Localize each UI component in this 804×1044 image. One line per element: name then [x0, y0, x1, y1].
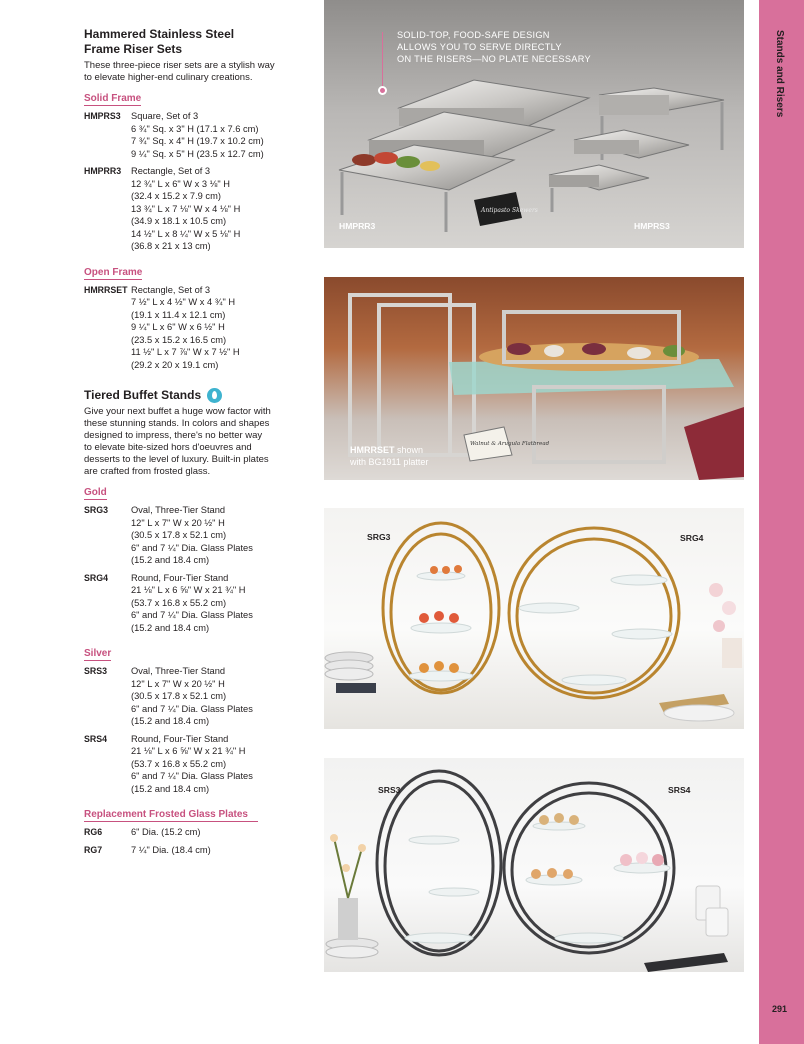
- caption-text: with BG1911 platter: [350, 457, 429, 467]
- description-line: Oval, Three-Tier Stand: [131, 505, 226, 515]
- photo-label-hmprs3: HMPRS3: [634, 221, 670, 231]
- description-line: (15.2 and 18.4 cm): [131, 622, 210, 633]
- text-line: designed to impress, there's no better way: [84, 430, 263, 441]
- text-line: Give your next buffet a huge wow factor with: [84, 406, 271, 417]
- description-line: (53.7 x 16.8 x 55.2 cm): [131, 597, 227, 608]
- text-line: these stunning stands. In colors and shapes: [84, 418, 270, 429]
- description-line: 6" and 7 ¼" Dia. Glass Plates: [131, 771, 253, 781]
- subheading-silver: Silver: [84, 648, 112, 659]
- title-line: Hammered Stainless Steel: [84, 27, 235, 41]
- description-line: (34.9 x 18.1 x 10.5 cm): [131, 216, 227, 226]
- subheading-gold: Gold: [84, 487, 107, 498]
- intro-line: These three-piece riser sets are a stylish way: [84, 60, 275, 71]
- product-item: [84, 826, 296, 839]
- product-code: HMPRS3: [84, 111, 121, 121]
- product-code: RG7: [84, 844, 103, 855]
- section-title-riser-sets: [84, 27, 296, 57]
- product-code: RG6: [84, 827, 103, 837]
- product-description: [131, 733, 296, 796]
- description-line: 9 ¼" L x 6" W x 6 ½" H: [131, 322, 225, 332]
- subheading-solid-frame: Solid Frame: [84, 93, 142, 104]
- description-line: 12" L x 7" W x 20 ½" H: [131, 517, 225, 528]
- photo-label-srg3: SRG3: [367, 532, 391, 542]
- product-description: [131, 165, 296, 253]
- description-line: 9 ¼" Sq. x 5" H (23.5 x 12.7 cm): [131, 148, 264, 159]
- text-line: SOLID-TOP, FOOD-SAFE DESIGN: [397, 30, 550, 40]
- product-item: [84, 284, 296, 372]
- description-line: 6" and 7 ¼" Dia. Glass Plates: [131, 542, 253, 553]
- product-code: SRG3: [84, 505, 108, 515]
- text-line: to elevate bite-sized hors d'oeuvres and: [84, 442, 252, 453]
- intro-line: to elevate higher-end culinary creations.: [84, 72, 253, 83]
- callout-dot: [378, 86, 387, 95]
- description-line: 21 ⅛" L x 6 ⅝" W x 21 ¾" H: [131, 746, 246, 756]
- description-line: Rectangle, Set of 3: [131, 166, 211, 176]
- description-line: Rectangle, Set of 3: [131, 284, 211, 295]
- description-line: Round, Four-Tier Stand: [131, 572, 229, 583]
- product-item: [84, 572, 296, 635]
- product-item: [84, 504, 296, 567]
- description-line: (19.1 x 11.4 x 12.1 cm): [131, 309, 226, 320]
- photo-label-srg4: SRG4: [680, 533, 704, 543]
- description-line: (15.2 and 18.4 cm): [131, 716, 210, 726]
- sign-text: Antipasto Skewers: [481, 207, 538, 214]
- page-number: 291: [772, 1004, 788, 1014]
- caption-code: HMRRSET: [350, 445, 395, 455]
- description-line: 6" Dia. (15.2 cm): [131, 827, 201, 837]
- photo-gold-stands: [324, 508, 744, 729]
- text-line: desserts to the level of luxury. Built-in plates: [84, 454, 269, 465]
- subheading-replacement-plates: Replacement Frosted Glass Plates: [84, 809, 258, 822]
- photo-label-srs3: SRS3: [378, 785, 401, 795]
- product-text-column: [84, 27, 296, 861]
- description-line: 7 ¼" Dia. (18.4 cm): [131, 844, 211, 855]
- description-line: 11 ½" L x 7 ⅞" W x 7 ½" H: [131, 347, 240, 357]
- riser-intro: [84, 60, 296, 84]
- description-line: Oval, Three-Tier Stand: [131, 666, 226, 676]
- product-list: [84, 504, 296, 634]
- text-line: are crafted from frosted glass.: [84, 466, 211, 477]
- description-line: (53.7 x 16.8 x 55.2 cm): [131, 758, 227, 769]
- product-item: [84, 165, 296, 253]
- product-list: [84, 665, 296, 795]
- product-description: [131, 826, 296, 839]
- product-list: [84, 284, 296, 372]
- description-line: 6" and 7 ¼" Dia. Glass Plates: [131, 703, 253, 714]
- photo-caption-hmrrset: [350, 444, 428, 468]
- description-line: (15.2 and 18.4 cm): [131, 783, 210, 794]
- description-line: Square, Set of 3: [131, 111, 199, 121]
- product-code: HMRRSET: [84, 284, 128, 295]
- product-item: [84, 844, 296, 857]
- canapes: [419, 565, 462, 673]
- section-tab-bar: [759, 0, 804, 1044]
- product-code: SRS3: [84, 666, 107, 676]
- description-line: 14 ½" L x 8 ¼" W x 5 ⅛" H: [131, 228, 241, 239]
- description-line: 7 ¾" Sq. x 4" H (19.7 x 10.2 cm): [131, 136, 264, 146]
- product-description: [131, 665, 296, 728]
- text-line: ON THE RISERS—NO PLATE NECESSARY: [397, 54, 591, 64]
- product-description: [131, 572, 296, 635]
- description-line: 12 ¾" L x 6" W x 3 ⅛" H: [131, 178, 230, 189]
- product-code: SRS4: [84, 733, 107, 744]
- subheading-open-frame: Open Frame: [84, 266, 143, 278]
- description-line: (30.5 x 17.8 x 52.1 cm): [131, 530, 227, 540]
- product-item: [84, 733, 296, 796]
- product-list: [84, 110, 296, 253]
- section-title: Tiered Buffet Stands: [84, 388, 202, 402]
- description-line: (32.4 x 15.2 x 7.9 cm): [131, 191, 221, 201]
- flatbread: [479, 343, 699, 371]
- product-description: [131, 844, 296, 857]
- description-line: (15.2 and 18.4 cm): [131, 555, 210, 565]
- description-line: 12" L x 7" W x 20 ½" H: [131, 678, 225, 689]
- product-item: [84, 665, 296, 728]
- photo-silver-stands: [324, 758, 744, 972]
- caption-text: shown: [394, 445, 424, 455]
- callout-line: [382, 32, 383, 89]
- description-line: (23.5 x 15.2 x 16.5 cm): [131, 334, 227, 345]
- title-line: Frame Riser Sets: [84, 42, 183, 56]
- description-line: 21 ⅛" L x 6 ⅝" W x 21 ¾" H: [131, 585, 246, 595]
- description-line: 6" and 7 ¼" Dia. Glass Plates: [131, 610, 253, 620]
- product-item: [84, 110, 296, 160]
- product-code: HMPRR3: [84, 166, 122, 176]
- product-list: [84, 826, 296, 856]
- water-drop-icon: [207, 388, 222, 403]
- stands-intro: [84, 406, 296, 478]
- section-title-tiered-stands: [84, 388, 296, 403]
- product-description: [131, 110, 296, 160]
- description-line: (29.2 x 20 x 19.1 cm): [131, 359, 219, 370]
- sign-text: Walnut & Arugula Flatbread: [470, 441, 550, 447]
- callout-text: [397, 29, 591, 65]
- description-line: (30.5 x 17.8 x 52.1 cm): [131, 691, 227, 701]
- description-line: 6 ¾" Sq. x 3" H (17.1 x 7.6 cm): [131, 123, 259, 134]
- text-line: ALLOWS YOU TO SERVE DIRECTLY: [397, 42, 562, 52]
- section-tab-label: Stands and Risers: [774, 30, 785, 118]
- description-line: 7 ½" L x 4 ½" W x 4 ¾" H: [131, 297, 236, 307]
- photo-label-srs4: SRS4: [668, 785, 691, 795]
- photo-label-hmprr3: HMPRR3: [339, 221, 376, 231]
- product-description: [131, 284, 296, 372]
- description-line: 13 ¾" L x 7 ⅛" W x 4 ⅛" H: [131, 203, 241, 214]
- product-code: SRG4: [84, 572, 108, 583]
- description-line: Round, Four-Tier Stand: [131, 733, 229, 744]
- product-description: [131, 504, 296, 567]
- description-line: (36.8 x 21 x 13 cm): [131, 241, 211, 251]
